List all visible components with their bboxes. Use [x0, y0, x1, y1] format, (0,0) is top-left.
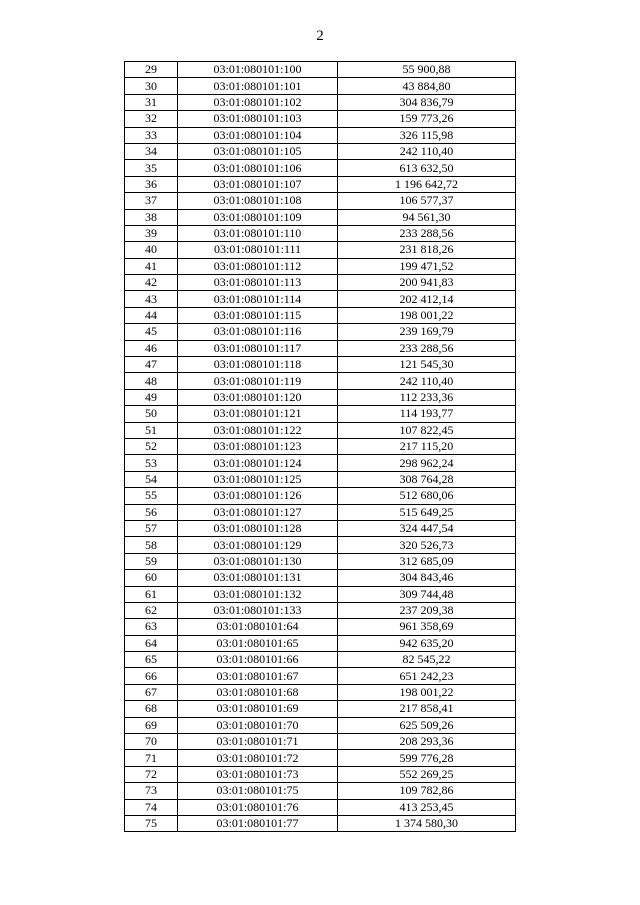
row-number-cell: 60 — [125, 570, 178, 586]
row-number-cell: 44 — [125, 307, 178, 323]
cadastral-value-cell: 82 545,22 — [338, 652, 516, 668]
cadastral-number-cell: 03:01:080101:105 — [178, 143, 338, 159]
row-number-cell: 70 — [125, 734, 178, 750]
table-row — [125, 734, 516, 750]
cadastral-value-cell: 324 447,54 — [338, 520, 516, 536]
row-number-cell: 33 — [125, 127, 178, 143]
row-number-cell: 34 — [125, 143, 178, 159]
cadastral-value-cell: 1 374 580,30 — [338, 815, 516, 831]
cadastral-value-cell: 198 001,22 — [338, 307, 516, 323]
table-row — [125, 307, 516, 323]
table-row — [125, 652, 516, 668]
cadastral-number-cell: 03:01:080101:117 — [178, 340, 338, 356]
table-row — [125, 242, 516, 258]
row-number-cell: 75 — [125, 815, 178, 831]
cadastral-number-cell: 03:01:080101:125 — [178, 471, 338, 487]
cadastral-number-cell: 03:01:080101:115 — [178, 307, 338, 323]
table-row — [125, 488, 516, 504]
cadastral-value-cell: 961 358,69 — [338, 619, 516, 635]
cadastral-number-cell: 03:01:080101:110 — [178, 225, 338, 241]
row-number-cell: 54 — [125, 471, 178, 487]
cadastral-number-cell: 03:01:080101:106 — [178, 160, 338, 176]
table-row — [125, 553, 516, 569]
cadastral-value-cell: 217 858,41 — [338, 701, 516, 717]
row-number-cell: 39 — [125, 225, 178, 241]
cadastral-number-cell: 03:01:080101:66 — [178, 652, 338, 668]
cadastral-value-cell: 202 412,14 — [338, 291, 516, 307]
table-row — [125, 111, 516, 127]
row-number-cell: 62 — [125, 602, 178, 618]
cadastral-number-cell: 03:01:080101:129 — [178, 537, 338, 553]
cadastral-number-cell: 03:01:080101:104 — [178, 127, 338, 143]
table-row — [125, 783, 516, 799]
cadastral-number-cell: 03:01:080101:73 — [178, 766, 338, 782]
cadastral-number-cell: 03:01:080101:133 — [178, 602, 338, 618]
cadastral-value-cell: 320 526,73 — [338, 537, 516, 553]
row-number-cell: 43 — [125, 291, 178, 307]
cadastral-value-cell: 512 680,06 — [338, 488, 516, 504]
table-row — [125, 619, 516, 635]
table-row — [125, 258, 516, 274]
cadastral-value-cell: 326 115,98 — [338, 127, 516, 143]
row-number-cell: 45 — [125, 324, 178, 340]
cadastral-number-cell: 03:01:080101:114 — [178, 291, 338, 307]
table-row — [125, 160, 516, 176]
cadastral-value-cell: 231 818,26 — [338, 242, 516, 258]
table-row — [125, 406, 516, 422]
row-number-cell: 30 — [125, 78, 178, 94]
cadastral-number-cell: 03:01:080101:122 — [178, 422, 338, 438]
cadastral-number-cell: 03:01:080101:118 — [178, 357, 338, 373]
cadastral-value-cell: 94 561,30 — [338, 209, 516, 225]
table-row — [125, 504, 516, 520]
table-row — [125, 455, 516, 471]
cadastral-value-cell: 552 269,25 — [338, 766, 516, 782]
row-number-cell: 42 — [125, 275, 178, 291]
table-row — [125, 143, 516, 159]
cadastral-value-cell: 239 169,79 — [338, 324, 516, 340]
table-row — [125, 701, 516, 717]
table-row — [125, 520, 516, 536]
cadastral-value-cell: 304 843,46 — [338, 570, 516, 586]
table-row — [125, 78, 516, 94]
cadastral-value-cell: 233 288,56 — [338, 340, 516, 356]
cadastral-value-cell: 107 822,45 — [338, 422, 516, 438]
cadastral-value-cell: 112 233,36 — [338, 389, 516, 405]
cadastral-number-cell: 03:01:080101:123 — [178, 438, 338, 454]
cadastral-number-cell: 03:01:080101:77 — [178, 815, 338, 831]
row-number-cell: 72 — [125, 766, 178, 782]
row-number-cell: 52 — [125, 438, 178, 454]
cadastral-number-cell: 03:01:080101:116 — [178, 324, 338, 340]
table-row — [125, 537, 516, 553]
cadastral-number-cell: 03:01:080101:65 — [178, 635, 338, 651]
row-number-cell: 40 — [125, 242, 178, 258]
cadastral-value-cell: 43 884,80 — [338, 78, 516, 94]
cadastral-value-cell: 200 941,83 — [338, 275, 516, 291]
cadastral-value-cell: 55 900,88 — [338, 62, 516, 78]
cadastral-number-cell: 03:01:080101:76 — [178, 799, 338, 815]
row-number-cell: 69 — [125, 717, 178, 733]
cadastral-value-table — [124, 61, 516, 832]
cadastral-number-cell: 03:01:080101:68 — [178, 684, 338, 700]
cadastral-number-cell: 03:01:080101:130 — [178, 553, 338, 569]
row-number-cell: 64 — [125, 635, 178, 651]
row-number-cell: 68 — [125, 701, 178, 717]
row-number-cell: 49 — [125, 389, 178, 405]
table-row — [125, 438, 516, 454]
table-row — [125, 389, 516, 405]
row-number-cell: 32 — [125, 111, 178, 127]
row-number-cell: 56 — [125, 504, 178, 520]
cadastral-number-cell: 03:01:080101:124 — [178, 455, 338, 471]
row-number-cell: 37 — [125, 193, 178, 209]
row-number-cell: 67 — [125, 684, 178, 700]
table-row — [125, 373, 516, 389]
cadastral-number-cell: 03:01:080101:70 — [178, 717, 338, 733]
cadastral-number-cell: 03:01:080101:64 — [178, 619, 338, 635]
cadastral-number-cell: 03:01:080101:119 — [178, 373, 338, 389]
row-number-cell: 29 — [125, 62, 178, 78]
cadastral-number-cell: 03:01:080101:121 — [178, 406, 338, 422]
cadastral-number-cell: 03:01:080101:69 — [178, 701, 338, 717]
row-number-cell: 41 — [125, 258, 178, 274]
cadastral-value-cell: 242 110,40 — [338, 143, 516, 159]
row-number-cell: 48 — [125, 373, 178, 389]
cadastral-number-cell: 03:01:080101:128 — [178, 520, 338, 536]
cadastral-value-cell: 198 001,22 — [338, 684, 516, 700]
cadastral-value-cell: 242 110,40 — [338, 373, 516, 389]
cadastral-value-cell: 233 288,56 — [338, 225, 516, 241]
cadastral-number-cell: 03:01:080101:71 — [178, 734, 338, 750]
row-number-cell: 63 — [125, 619, 178, 635]
table-row — [125, 94, 516, 110]
cadastral-number-cell: 03:01:080101:72 — [178, 750, 338, 766]
cadastral-number-cell: 03:01:080101:132 — [178, 586, 338, 602]
table-row — [125, 422, 516, 438]
table-row — [125, 324, 516, 340]
table-row — [125, 799, 516, 815]
table-row — [125, 717, 516, 733]
table-row — [125, 684, 516, 700]
cadastral-number-cell: 03:01:080101:101 — [178, 78, 338, 94]
cadastral-value-cell: 309 744,48 — [338, 586, 516, 602]
cadastral-value-cell: 121 545,30 — [338, 357, 516, 373]
row-number-cell: 74 — [125, 799, 178, 815]
row-number-cell: 47 — [125, 357, 178, 373]
row-number-cell: 51 — [125, 422, 178, 438]
cadastral-number-cell: 03:01:080101:126 — [178, 488, 338, 504]
row-number-cell: 59 — [125, 553, 178, 569]
cadastral-value-cell: 208 293,36 — [338, 734, 516, 750]
table-row — [125, 357, 516, 373]
row-number-cell: 57 — [125, 520, 178, 536]
row-number-cell: 31 — [125, 94, 178, 110]
cadastral-number-cell: 03:01:080101:111 — [178, 242, 338, 258]
cadastral-number-cell: 03:01:080101:131 — [178, 570, 338, 586]
cadastral-value-cell: 942 635,20 — [338, 635, 516, 651]
cadastral-value-cell: 1 196 642,72 — [338, 176, 516, 192]
table-row — [125, 602, 516, 618]
cadastral-number-cell: 03:01:080101:100 — [178, 62, 338, 78]
cadastral-value-cell: 114 193,77 — [338, 406, 516, 422]
cadastral-number-cell: 03:01:080101:127 — [178, 504, 338, 520]
cadastral-number-cell: 03:01:080101:102 — [178, 94, 338, 110]
cadastral-value-cell: 613 632,50 — [338, 160, 516, 176]
cadastral-value-cell: 304 836,79 — [338, 94, 516, 110]
cadastral-value-cell: 237 209,38 — [338, 602, 516, 618]
row-number-cell: 50 — [125, 406, 178, 422]
row-number-cell: 71 — [125, 750, 178, 766]
cadastral-value-cell: 413 253,45 — [338, 799, 516, 815]
cadastral-value-cell: 308 764,28 — [338, 471, 516, 487]
row-number-cell: 73 — [125, 783, 178, 799]
cadastral-value-cell: 651 242,23 — [338, 668, 516, 684]
table-row — [125, 62, 516, 78]
table-row — [125, 291, 516, 307]
table-row — [125, 209, 516, 225]
row-number-cell: 36 — [125, 176, 178, 192]
cadastral-value-cell: 599 776,28 — [338, 750, 516, 766]
cadastral-value-cell: 106 577,37 — [338, 193, 516, 209]
cadastral-number-cell: 03:01:080101:67 — [178, 668, 338, 684]
page-number: 2 — [316, 28, 324, 44]
row-number-cell: 65 — [125, 652, 178, 668]
table-row — [125, 340, 516, 356]
cadastral-number-cell: 03:01:080101:107 — [178, 176, 338, 192]
table-row — [125, 586, 516, 602]
row-number-cell: 66 — [125, 668, 178, 684]
table-row — [125, 471, 516, 487]
cadastral-number-cell: 03:01:080101:120 — [178, 389, 338, 405]
cadastral-number-cell: 03:01:080101:108 — [178, 193, 338, 209]
cadastral-value-cell: 312 685,09 — [338, 553, 516, 569]
cadastral-value-cell: 515 649,25 — [338, 504, 516, 520]
cadastral-value-cell: 298 962,24 — [338, 455, 516, 471]
cadastral-number-cell: 03:01:080101:112 — [178, 258, 338, 274]
table-row — [125, 668, 516, 684]
cadastral-value-cell: 199 471,52 — [338, 258, 516, 274]
table-row — [125, 225, 516, 241]
table-row — [125, 750, 516, 766]
cadastral-value-cell: 217 115,20 — [338, 438, 516, 454]
table-row — [125, 766, 516, 782]
cadastral-number-cell: 03:01:080101:103 — [178, 111, 338, 127]
table-row — [125, 193, 516, 209]
row-number-cell: 58 — [125, 537, 178, 553]
table-body — [125, 62, 516, 832]
row-number-cell: 38 — [125, 209, 178, 225]
cadastral-number-cell: 03:01:080101:113 — [178, 275, 338, 291]
table-row — [125, 570, 516, 586]
table-row — [125, 275, 516, 291]
cadastral-value-cell: 109 782,86 — [338, 783, 516, 799]
cadastral-value-cell: 159 773,26 — [338, 111, 516, 127]
cadastral-value-cell: 625 509,26 — [338, 717, 516, 733]
row-number-cell: 55 — [125, 488, 178, 504]
row-number-cell: 53 — [125, 455, 178, 471]
cadastral-number-cell: 03:01:080101:109 — [178, 209, 338, 225]
cadastral-number-cell: 03:01:080101:75 — [178, 783, 338, 799]
row-number-cell: 61 — [125, 586, 178, 602]
table-row — [125, 127, 516, 143]
row-number-cell: 46 — [125, 340, 178, 356]
table-row — [125, 635, 516, 651]
row-number-cell: 35 — [125, 160, 178, 176]
table-row — [125, 815, 516, 831]
table-row — [125, 176, 516, 192]
